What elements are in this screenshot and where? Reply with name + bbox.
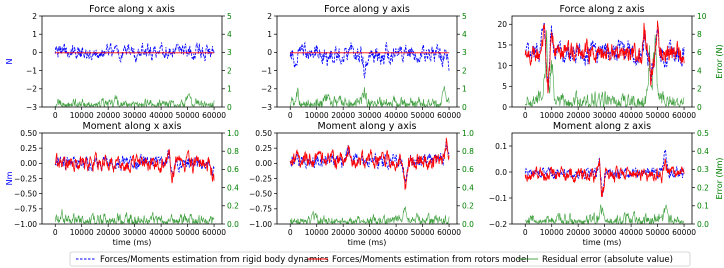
y2-tick-label: 0.8	[462, 147, 474, 156]
y2-tick-label: 2	[462, 66, 467, 76]
y-tick-label: 10	[497, 61, 507, 71]
y2-tick-label: 2	[697, 84, 702, 94]
x-tick-label: 10000	[304, 228, 329, 237]
x-axis-label: time (ms)	[112, 238, 152, 247]
legend-label-rigid: Forces/Moments estimation from rigid body dynamics	[100, 255, 329, 265]
y-tick-label: −0.25	[14, 174, 37, 184]
y-tick-label: −2	[25, 84, 37, 94]
y2-tick-label: 2	[227, 66, 232, 76]
x-tick-label: 20000	[331, 111, 356, 120]
x-tick-label: 0	[522, 228, 528, 237]
y-tick-label: 1	[267, 30, 272, 39]
y-tick-label: 0.00	[20, 159, 37, 169]
y-tick-label: −3	[260, 102, 272, 112]
subplot-1	[5, 4, 232, 120]
y2-tick-label: 5	[462, 11, 467, 21]
x-tick-label: 30000	[592, 111, 617, 120]
x-tick-label: 20000	[331, 228, 356, 237]
x-tick-label: 20000	[96, 228, 121, 237]
plot-area	[55, 42, 214, 107]
y2-tick-label: 0.6	[227, 165, 239, 175]
subplot-title: Moment along z axis	[552, 121, 652, 132]
y-tick-label: 0	[267, 48, 272, 58]
y2-tick-label: 0.8	[227, 147, 239, 156]
y2-tick-label: 1	[227, 84, 232, 94]
y-tick-label: 0.0	[495, 167, 507, 177]
y-tick-label: 0.25	[255, 143, 272, 153]
subplot-title: Moment along y axis	[317, 121, 417, 132]
x-tick-label: 10000	[69, 228, 94, 237]
y2-tick-label: 0	[697, 102, 702, 112]
y-tick-label: −0.75	[249, 204, 272, 214]
x-tick-label: 50000	[410, 228, 435, 237]
x-tick-label: 10000	[539, 228, 564, 237]
y2-axis-label: Error (Nm)	[715, 157, 724, 200]
y-tick-label: 0	[32, 48, 37, 58]
y-tick-label: 0.1	[495, 141, 507, 151]
y2-tick-label: 1.0	[227, 128, 239, 138]
subplot-4	[5, 121, 239, 247]
x-tick-label: 10000	[69, 111, 94, 120]
y-tick-label: 0.50	[255, 128, 272, 138]
y-tick-label: 0.50	[20, 128, 37, 138]
y-tick-label: −0.1	[488, 193, 507, 203]
series-rotors	[55, 150, 214, 184]
y2-tick-label: 0.2	[697, 183, 709, 193]
x-tick-label: 30000	[592, 228, 617, 237]
x-tick-label: 40000	[619, 111, 644, 120]
x-tick-label: 30000	[122, 228, 147, 237]
y-tick-label: −1	[260, 66, 272, 76]
subplot-title: Force along y axis	[324, 4, 410, 15]
x-tick-label: 60000	[202, 228, 226, 237]
y2-tick-label: 0.4	[697, 147, 709, 156]
y2-tick-label: 0.3	[697, 165, 709, 175]
y2-tick-label: 1	[462, 84, 467, 94]
plot-area	[290, 42, 449, 107]
y2-axis-label: Error (N)	[715, 44, 724, 79]
y-axis-label: Nm	[5, 171, 14, 186]
x-tick-label: 20000	[566, 228, 591, 237]
y2-tick-label: 10	[697, 11, 707, 21]
axes-frame	[277, 16, 457, 107]
y-tick-label: −2	[260, 84, 272, 94]
series-residual	[55, 209, 214, 224]
y-tick-label: 5	[502, 82, 507, 92]
y-tick-label: −0.50	[249, 189, 272, 199]
subplot-2	[261, 4, 467, 120]
subplot-title: Force along z axis	[559, 4, 645, 15]
y2-tick-label: 8	[697, 30, 702, 39]
subplot-title: Moment along x axis	[82, 121, 182, 132]
y2-tick-label: 0.1	[697, 201, 709, 211]
x-tick-label: 40000	[149, 228, 174, 237]
y2-tick-label: 5	[227, 11, 232, 21]
subplot-panels	[5, 4, 724, 247]
subplot-5	[249, 121, 474, 247]
legend-label-rotors: Forces/Moments estimation from rotors model	[332, 255, 529, 265]
y2-tick-label: 0.0	[697, 219, 709, 229]
x-tick-label: 60000	[437, 111, 461, 120]
x-tick-label: 0	[287, 228, 293, 237]
x-tick-label: 0	[287, 111, 293, 120]
y-tick-label: −0.75	[14, 204, 37, 214]
x-tick-label: 40000	[619, 228, 644, 237]
plot-area	[55, 150, 214, 225]
series-rigid	[290, 42, 449, 77]
x-tick-label: 30000	[357, 228, 382, 237]
x-tick-label: 50000	[645, 111, 670, 120]
y2-tick-label: 0	[462, 102, 467, 112]
y-tick-label: 2	[267, 11, 272, 21]
x-tick-label: 20000	[96, 111, 121, 120]
legend	[70, 252, 690, 266]
x-axis-label: time (ms)	[582, 238, 622, 247]
y-tick-label: 0.25	[20, 143, 37, 153]
x-axis-label: time (ms)	[347, 238, 387, 247]
y2-tick-label: 0.4	[227, 183, 239, 193]
x-tick-label: 50000	[645, 228, 670, 237]
x-tick-label: 0	[522, 111, 528, 120]
x-tick-label: 60000	[202, 111, 226, 120]
y-tick-label: 20	[497, 20, 507, 30]
x-tick-label: 30000	[122, 111, 147, 120]
plot-area	[290, 138, 449, 224]
legend-label-residual: Residual error (absolute value)	[542, 255, 673, 265]
y-tick-label: −0.50	[14, 189, 37, 199]
y2-tick-label: 0.0	[462, 219, 474, 229]
y2-tick-label: 0.4	[462, 183, 474, 193]
y2-tick-label: 3	[462, 48, 467, 58]
x-tick-label: 50000	[175, 228, 200, 237]
y-tick-label: 1	[32, 30, 37, 39]
series-residual	[525, 205, 684, 225]
x-tick-label: 40000	[149, 111, 174, 120]
subplot-3	[497, 4, 724, 120]
axes-frame	[277, 133, 457, 224]
series-residual	[55, 94, 214, 107]
y-tick-label: −1.00	[249, 219, 272, 229]
axes-frame	[42, 133, 222, 224]
y2-tick-label: 3	[227, 48, 232, 58]
x-tick-label: 10000	[539, 111, 564, 120]
plot-area	[525, 21, 684, 107]
y-tick-label: −0.25	[249, 174, 272, 184]
y2-tick-label: 0.2	[227, 201, 239, 211]
y-tick-label: −0.2	[488, 219, 507, 229]
x-tick-label: 0	[52, 228, 58, 237]
subplot-title: Force along x axis	[89, 4, 175, 15]
y2-tick-label: 4	[227, 30, 232, 39]
series-rigid	[525, 23, 684, 91]
series-residual	[290, 207, 449, 224]
y-tick-label: 15	[497, 40, 507, 50]
x-tick-label: 40000	[384, 228, 409, 237]
y-tick-label: 0	[502, 102, 507, 112]
series-residual	[290, 86, 449, 107]
plot-area	[525, 150, 684, 224]
y2-tick-label: 0.5	[697, 128, 709, 138]
x-tick-label: 60000	[672, 111, 696, 120]
subplot-6	[489, 121, 724, 247]
series-rotors	[525, 159, 684, 197]
y2-tick-label: 0.0	[227, 219, 239, 229]
x-tick-label: 40000	[384, 111, 409, 120]
x-tick-label: 30000	[357, 111, 382, 120]
axes-frame	[42, 16, 222, 107]
y-axis-label: N	[5, 58, 14, 65]
y-tick-label: 2	[32, 11, 37, 21]
y-tick-label: −1	[25, 66, 37, 76]
y2-tick-label: 6	[697, 48, 702, 58]
x-tick-label: 60000	[672, 228, 696, 237]
y2-tick-label: 0.6	[462, 165, 474, 175]
y2-tick-label: 4	[462, 30, 467, 39]
x-tick-label: 50000	[175, 111, 200, 120]
y-tick-label: −3	[25, 102, 37, 112]
x-tick-label: 20000	[566, 111, 591, 120]
y2-tick-label: 1.0	[462, 128, 474, 138]
y2-tick-label: 0	[227, 102, 232, 112]
x-tick-label: 60000	[437, 228, 461, 237]
y-tick-label: −1.00	[14, 219, 37, 229]
y-tick-label: 0.00	[255, 159, 272, 169]
x-tick-label: 0	[52, 111, 58, 120]
x-tick-label: 10000	[304, 111, 329, 120]
y2-tick-label: 4	[697, 66, 702, 76]
x-tick-label: 50000	[410, 111, 435, 120]
y2-tick-label: 0.2	[462, 201, 474, 211]
